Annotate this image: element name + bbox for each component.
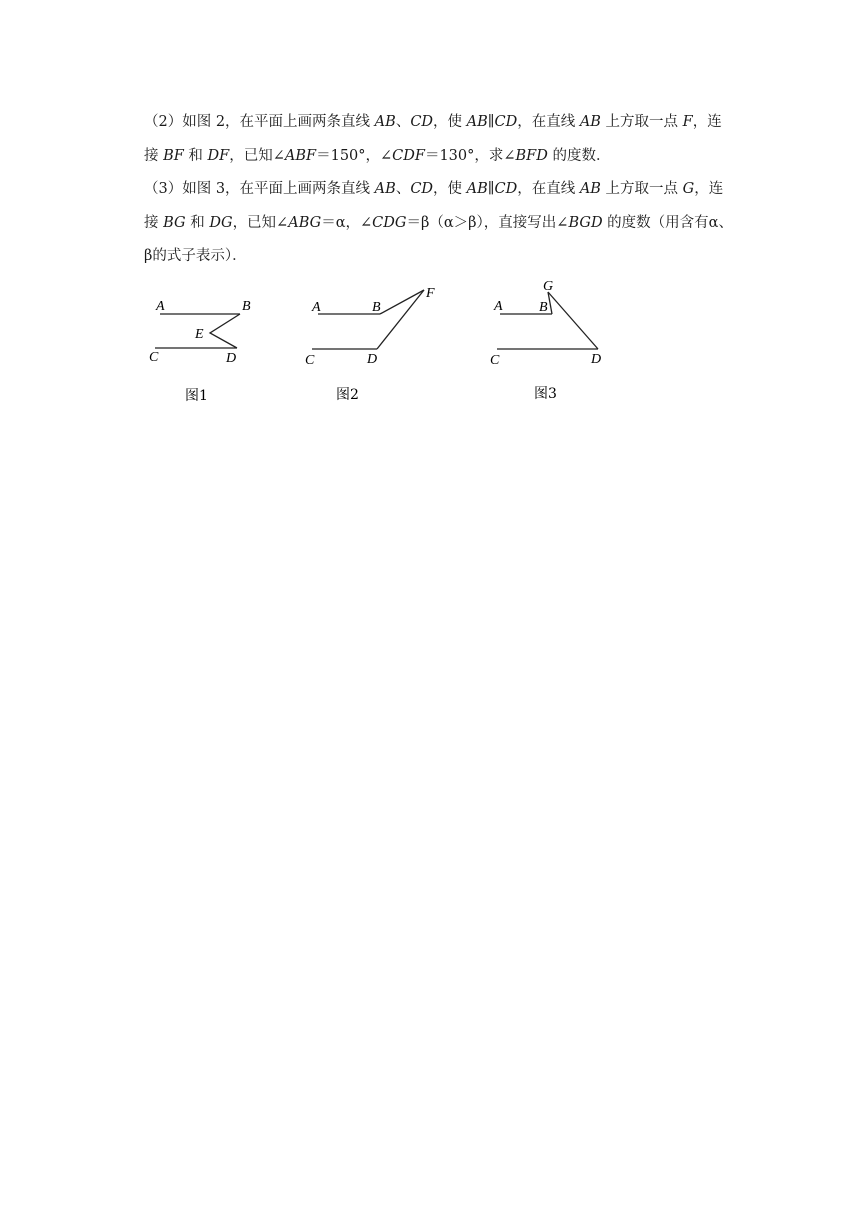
text-span: ，连 bbox=[692, 114, 722, 130]
text-span: ，已知∠ bbox=[232, 214, 289, 231]
point-label-b: B bbox=[539, 300, 548, 315]
text-span: ，在直线 bbox=[517, 181, 580, 197]
point-label-b: B bbox=[242, 299, 251, 314]
point-label-c: C bbox=[149, 350, 159, 365]
text-span: β的式子表示）． bbox=[144, 248, 247, 264]
point-label-c: C bbox=[305, 353, 315, 368]
text-span: 和 bbox=[185, 214, 210, 231]
text-span: ＝α，∠ bbox=[321, 214, 373, 231]
part2-line2 bbox=[144, 140, 744, 174]
text-span: ABF bbox=[284, 147, 317, 164]
text-span: ，使 bbox=[433, 114, 467, 130]
text-span: （2）如图 2，在平面上画两条直线 bbox=[144, 114, 375, 130]
segment-be-ed bbox=[210, 314, 240, 348]
text-span: （3）如图 3，在平面上画两条直线 bbox=[144, 181, 375, 197]
point-label-e: E bbox=[195, 327, 204, 342]
point-label-b: B bbox=[372, 300, 381, 315]
point-label-f: F bbox=[426, 286, 435, 301]
text-span: AB bbox=[579, 114, 601, 130]
text-span: AB bbox=[579, 181, 601, 197]
text-span: 上方取一点 bbox=[600, 181, 683, 197]
text-span: ，连 bbox=[694, 181, 724, 197]
text-span: ＝130°，求∠ bbox=[424, 147, 516, 164]
part3-line3 bbox=[144, 240, 744, 274]
text-span: ，在直线 bbox=[517, 114, 580, 130]
text-span: 的度数． bbox=[547, 147, 611, 164]
text-span: DG bbox=[209, 214, 233, 231]
text-span: BF bbox=[163, 147, 184, 164]
text-span: AB bbox=[374, 181, 396, 197]
text-span: F bbox=[682, 114, 693, 130]
segment-df bbox=[377, 290, 424, 349]
text-span: 上方取一点 bbox=[600, 114, 683, 130]
point-label-a: A bbox=[156, 299, 165, 314]
text-span: ＝β（α＞β），直接写出∠ bbox=[406, 214, 569, 231]
text-span: 接 bbox=[144, 214, 164, 231]
text-span: CDF bbox=[392, 147, 425, 164]
part3-line1 bbox=[144, 173, 744, 207]
figure-1 bbox=[140, 290, 270, 410]
part3-line2 bbox=[144, 207, 744, 241]
text-span: CD bbox=[410, 181, 434, 197]
figure-caption: 图3 bbox=[534, 386, 557, 402]
figure-2 bbox=[300, 280, 450, 410]
text-span: 、 bbox=[395, 181, 411, 197]
figure-caption: 图2 bbox=[336, 387, 359, 403]
text-span: CD bbox=[410, 114, 434, 130]
segment-dg bbox=[548, 292, 598, 349]
text-span: ＝150°，∠ bbox=[316, 147, 393, 164]
point-label-a: A bbox=[494, 299, 503, 314]
point-label-c: C bbox=[490, 353, 500, 368]
text-span: BFD bbox=[515, 147, 548, 164]
figure-caption: 图1 bbox=[185, 388, 208, 404]
point-label-d: D bbox=[591, 352, 602, 367]
text-span: BGD bbox=[568, 214, 603, 231]
segment-bf bbox=[380, 290, 424, 314]
point-label-d: D bbox=[226, 351, 237, 366]
text-span: ，已知∠ bbox=[229, 147, 285, 164]
text-span: AB bbox=[374, 114, 396, 130]
text-span: AB∥CD bbox=[466, 114, 518, 130]
part2-line1 bbox=[144, 106, 744, 140]
text-span: 接 bbox=[144, 147, 164, 164]
text-span: DF bbox=[207, 147, 230, 164]
text-span: 的度数（用含有α、 bbox=[602, 214, 733, 231]
text-span: CDG bbox=[372, 214, 407, 231]
point-label-a: A bbox=[312, 300, 321, 315]
point-label-d: D bbox=[367, 352, 378, 367]
text-span: 、 bbox=[395, 114, 411, 130]
text-span: ，使 bbox=[433, 181, 467, 197]
text-span: G bbox=[682, 181, 695, 197]
text-span: AB∥CD bbox=[466, 181, 518, 197]
text-span: 和 bbox=[183, 147, 208, 164]
problem-text bbox=[144, 106, 744, 274]
point-label-g: G bbox=[543, 279, 554, 294]
text-span: BG bbox=[163, 214, 186, 231]
figure-3 bbox=[480, 275, 630, 410]
text-span: ABG bbox=[288, 214, 322, 231]
